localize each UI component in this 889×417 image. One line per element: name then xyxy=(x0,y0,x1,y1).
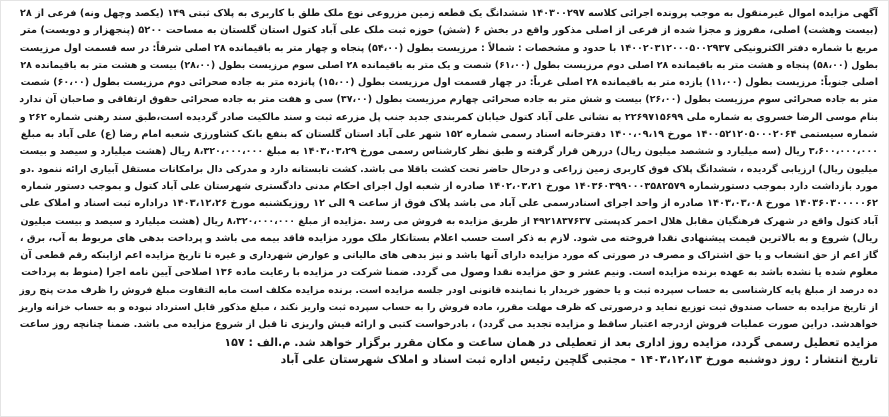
notice-line: آگهی مزایده اموال غیرمنقول به موجب پرونده اجرائی کلاسه ۱۴۰۳۰۰۲۹۷ ششدانگ یک قطعه زمین مزروعی نوع ملک طلق با کاربری به پلاک ثبتی ۱۴۹ (یکصد وچهل ونه) فرعی از ۲۸ xyxy=(19,8,878,19)
notice-line: متر به جاده صحرائی سوم مرزیست بطول (۲۶،۰۰) بیست و شش متر به جاده صحرائی چهارم مرزیست بطول (۳۷،۰۰) سی و هفت متر به جاده صحرائی حقوق ارتفاقی و صاحبان آن ندارد xyxy=(19,94,878,106)
notice-line: معلوم شده یا نشده باشد به عهده برنده مزایده است. ونیم عشر و حق مزایده نقدا وصول می گردد. ضمنا شرکت در مزایده با رعایت ماده ۱۳۶ اصلاحی آیین نامه اجرا (منوط به پرداخت xyxy=(21,267,878,279)
notice-line: ۱۴۰۳۶۰۳۰۰۰۰۰۶۲ مورخ ۱۴۰۳،۰۳،۰۸ صادره از واحد اجرای اسنادرسمی علی آباد می باشد پلاک فوق از ساعت ۹ الی ۱۲ روزیکشنبه مورخ ۱۴۰۳،۱۲،۲۶ دراداره ثبت اسناد و املاک علی xyxy=(19,198,878,210)
notice-line: میلیون ریال) ارزیابی گردیده ، ششدانگ پلاک فوق کاربری زمین زراعی و درحال حاضر تحت کشت باقلا می باشد. کشت تابستانه دارد و مدرکی دال برامکانات مستقل آبیاری ارائه ننمود .دو xyxy=(20,163,878,175)
notice-line: آباد کتول واقع در شهرک فرهنگیان مقابل هلال احمر کدپستی ۴۹۲۱۸۳۷۶۳۷ از طریق مزایده به فروش می رسد .مزایده از مبلغ ۸،۳۲۰،۰۰۰،۰۰۰ ریال (هشت میلیارد و سیصد و بیست میلیون xyxy=(20,215,878,227)
notice-line: مزایده تعطیل رسمی گردد، مزایده روز اداری بعد از تعطیلی در همان ساعت و مکان مقرر برگزار خواهد شد. م.الف : ۱۵۷ xyxy=(224,335,878,349)
auction-notice-text xyxy=(11,5,878,412)
notice-line: (بیست وهشت) اصلی، مفروز و مجزا شده از فرعی از اصلی مذکور واقع در بخش ۶ (شش) حوزه ثبت ملک علی آباد کتول استان گلستان به مساحت ۵۲۰۰ (پنجهزار و دویست) متر xyxy=(20,25,878,37)
notice-line: شماره سیستمی ۱۴۰۰۵۲۱۲۰۵۰۰۰۲۰۶۴ مورخ ۱۴۰۰،۰۹،۱۹ دفترخانه اسناد رسمی شماره ۱۵۲ شهر علی آباد استان گلستان که بنفع بانک کشاورزی شعبه امام رضا (ع) علی آباد به مبلغ xyxy=(20,129,878,141)
notice-line: بنام موسی الرضا خسروی به شماره ملی ۲۲۶۹۷۱۵۶۹۹ به نشانی علی آباد کتول خیابان کمربندی جدید جنب پل مزرعه ثبت و سند مالکیت صادر گردیده است،طبق سند رهنی شماره ۲۶۲ و xyxy=(19,111,878,123)
notice-line: بطول (۵۸،۰۰) پنجاه و هشت متر به باقیمانده ۲۸ اصلی دوم مرزیست بطول (۶۱،۰۰) شصت و یک متر به باقیمانده ۲۸ اصلی سوم مرزیست بطول (۲۸،۰۰) بیست و هشت متر به باقیمانده ۲۸ xyxy=(20,59,878,71)
notice-line: خواهدشد. دراین صورت عملیات فروش ازدرجه اعتبار ساقط و مزایده تجدید می گردد) ، بادرخواست کتبی و ارائه فیش واریزی تا قبل از شروع مزایده می باشد. ضمنا چنانچه روز ساعت xyxy=(19,319,878,331)
notice-publication-line: تاریخ انتشار : روز دوشنبه مورخ ۱۴۰۳،۱۲،۱۳ - مجتبی گلچین رئیس اداره ثبت اسناد و املاک شهرستان علی آباد xyxy=(280,352,878,366)
notice-line: گاز اعم از حق انشعاب و یا حق اشتراک و مصرف در صورتی که مورد مزایده دارای آنها باشد و نیز بدهی های مالیاتی و عوارض شهرداری و غیره تا تاریخ مزایده اعم ازاینکه رقم قطعی آن xyxy=(20,250,878,262)
notice-line: اصلی جنوباً: مرزیست بطول (۱۱،۰۰) یازده متر به باقیمانده ۲۸ اصلی غرباً: در چهار قسمت اول مرزیست بطول (۱۵،۰۰) پانزده متر به جاده صحرائی دوم مرزیست بطول (۶۰،۰۰) شصت xyxy=(20,77,878,89)
notice-line: ده درصد از مبلغ پایه کارشناسی به حساب سپرده ثبت و یا حضور خریدار یا نماینده قانونی اودر جلسه مزایده است. برنده مزایده مکلف است مابه التفاوت مبلغ فروش را ظرف مدت پنج روز xyxy=(19,284,878,296)
notice-line: مربع با شماره دفتر الکترونیکی ۱۴۰۰۲۰۳۱۲۰۰۰۵۰۰۲۹۳۷ با حدود و مشخصات : شمالاً : مرزیست بطول (۵۴،۰۰) پنجاه و چهار متر به باقیمانده ۲۸ اصلی شرقاً: در سه قسمت اول مرزیست xyxy=(19,42,878,54)
notice-line: از تاریخ مزایده به حساب صندوق ثبت توزیع نماید و درصورتی که ظرف مهلت مقرر، ماده فروش را به حساب سپرده ثبت واریز نکند ، مبلغ مذکور قابل استرداد نبوده و به حساب خزانه واریز xyxy=(18,302,878,314)
notice-line: ریال) شروع و به بالاترین قیمت پیشنهادی نقدا فروخته می شود. لازم به ذکر است حسب اعلام بستانکار ملک مورد مزایده فاقد بیمه می باشد و پرداخت بدهی های مربوط به آب، برق ، xyxy=(19,232,878,244)
notice-line: مورد بازداشت دارد بموجب دستورشماره ۱۴۰۳۶۰۳۹۹۰۰۰۳۵۸۲۵۷۹ مورخ ۱۴۰۲،۰۳،۲۱ صادره از شعبه اول اجرای احکام مدنی دادگستری شهرستان علی آباد کتول و بموجب دستور شماره xyxy=(20,180,878,192)
notice-line: ۳،۶۰۰،۰۰۰،۰۰۰ ریال (سه میلیارد و ششصد میلیون ریال) دررهن قرار گرفته و طبق نظر کارشناس رسمی مورخ ۱۴۰۳،۰۳،۲۹ به مبلغ ۸،۳۲۰،۰۰۰،۰۰۰ ریال (هشت میلیارد و سیصد و بیست xyxy=(19,146,878,158)
